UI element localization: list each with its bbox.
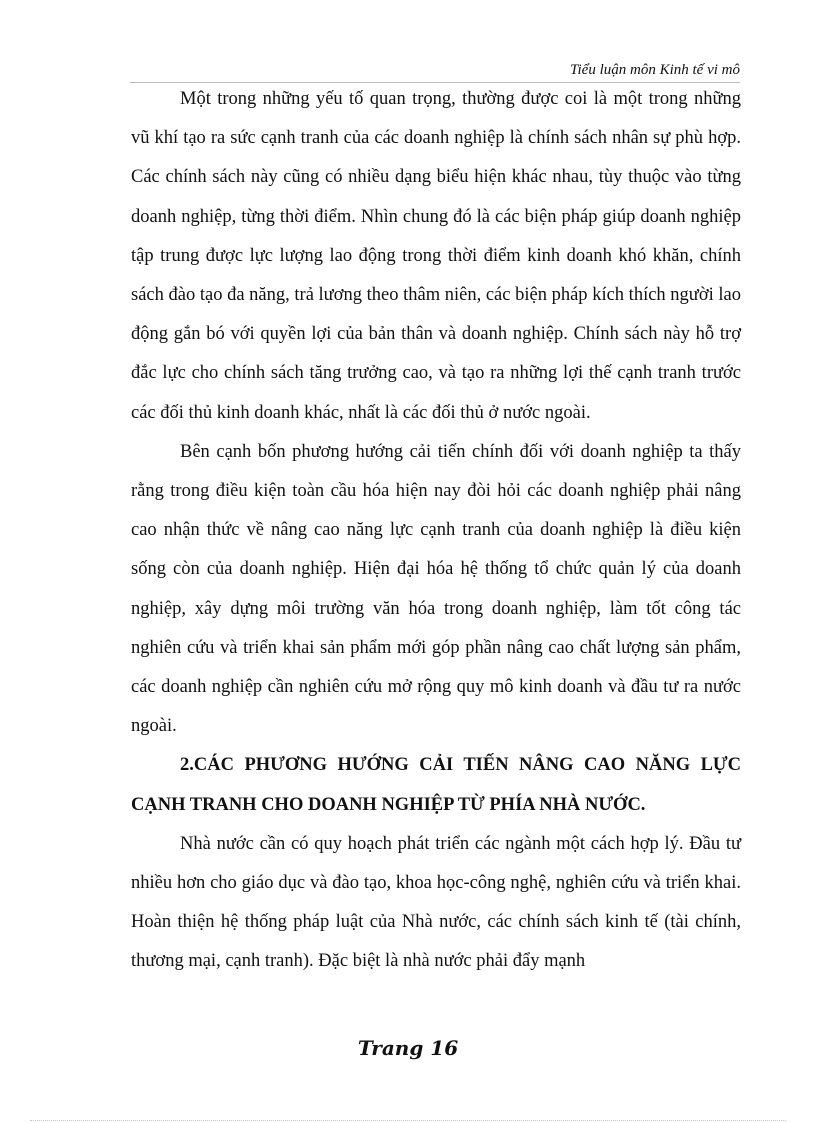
paragraph-1: Một trong những yếu tố quan trọng, thường được coi là một trong những vũ khí tạo ra sức cạnh tranh của các doanh nghiệp là chính sách nhân sự phù hợp. Các chính sách này cũng có nhiều dạng biểu hiện khác nhau, tùy thuộc vào từng doanh nghiệp, từng thời điểm. Nhìn chung đó là các biện pháp giúp doanh nghiệp tập trung được lực lượng lao động trong thời điểm kinh doanh khó khăn, chính sách đào tạo đa năng, trả lương theo thâm niên, các biện pháp kích thích người lao động gắn bó với quyền lợi của bản thân và doanh nghiệp. Chính sách này hỗ trợ đắc lực cho chính sách tăng trưởng cao, và tạo ra những lợi thế cạnh tranh trước các đối thủ kinh doanh khác, nhất là các đối thủ ở nước ngoài. — [131, 89, 741, 423]
page-bottom-divider — [30, 1120, 786, 1121]
paragraph-3: Nhà nước cần có quy hoạch phát triển các ngành một cách hợp lý. Đầu tư nhiều hơn cho giáo dục và đào tạo, khoa học-công nghệ, nghiên cứu và triển khai. Hoàn thiện hệ thống pháp luật của Nhà nước, các chính sách kinh tế (tài chính, thương mại, cạnh tranh). Đặc biệt là nhà nước phải đẩy mạnh — [131, 833, 741, 972]
section-heading: 2.CÁC PHƯƠNG HƯỚNG CẢI TIẾN NÂNG CAO NĂNG LỰC CẠNH TRANH CHO DOANH NGHIỆP TỪ PHÍA NHÀ NƯỚC. — [131, 755, 741, 815]
paragraph-2: Bên cạnh bốn phương hướng cải tiến chính đối với doanh nghiệp ta thấy rằng trong điều kiện toàn cầu hóa hiện nay đòi hỏi các doanh nghiệp phải nâng cao nhận thức về nâng cao năng lực cạnh tranh của doanh nghiệp là điều kiện sống còn của doanh nghiệp. Hiện đại hóa hệ thống tổ chức quản lý của doanh nghiệp, xây dựng môi trường văn hóa trong doanh nghiệp, làm tốt công tác nghiên cứu và triển khai sản phẩm mới góp phần nâng cao chất lượng sản phẩm, các doanh nghiệp cần nghiên cứu mở rộng quy mô kinh doanh và đầu tư ra nước ngoài. — [131, 441, 741, 737]
page-number: Trang 16 — [357, 1036, 459, 1060]
body-text — [131, 80, 741, 982]
running-header: Tiểu luận môn Kinh tế vi mô — [570, 62, 740, 78]
